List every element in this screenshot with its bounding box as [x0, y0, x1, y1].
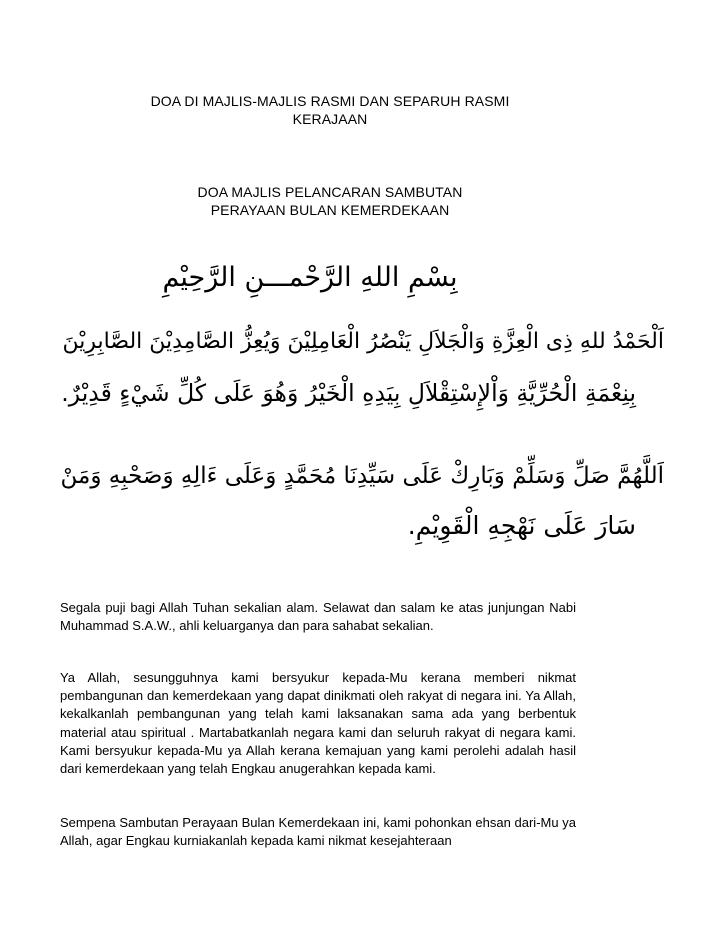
document-subtitle-line-2: PERAYAAN BULAN KEMERDEKAAN	[210, 202, 450, 218]
arabic-prayer-line-1: اَلْحَمْدُ للهِ ذِى الْعِزَّةِ وَالْجَلاَلِ يَنْصُرُ الْعَامِلِيْنَ وَيُعِزُّ الصَّامِدِيْنَ الصَّابِرِيْنَ	[62, 329, 664, 354]
basmalah-text: بِسْمِ اللهِ الرَّحْمـــنِ الرَّحِيْمِ	[162, 262, 458, 293]
document-title-line-1: DOA DI MAJLIS-MAJLIS RASMI DAN SEPARUH RASMI	[150, 93, 510, 109]
paragraph-supplication: Sempena Sambutan Perayaan Bulan Kemerdekaan ini, kami pohonkan ehsan dari-Mu ya Allah, agar Engkau kurniakanlah kepada kami nikmat kesejahteraan	[60, 815, 576, 849]
document-title	[60, 92, 600, 128]
document-subtitle-line-1: DOA MAJLIS PELANCARAN SAMBUTAN	[197, 184, 463, 200]
paragraph-praise: Segala puji bagi Allah Tuhan sekalian alam. Selawat dan salam ke atas junjungan Nabi Muhammad S.A.W., ahli keluarganya dan para sahabat sekalian.	[60, 600, 576, 634]
paragraph-gratitude: Ya Allah, sesungguhnya kami bersyukur kepada-Mu kerana memberi nikmat pembangunan dan kemerdekaan yang dapat dinikmati oleh rakyat di negara ini. Ya Allah, kekalkanlah pembangunan yang telah kami laksanakan sama ada yang berbentuk material atau spiritual . Martabatkanlah negara kami dan seluruh rakyat di negara kami. Kami bersyukur kepada-Mu ya Allah kerana kemajuan yang kami perolehi adalah hasil dari kemerdekaan yang telah Engkau anugerahkan kepada kami.	[60, 670, 576, 777]
arabic-prayer-line-4: سَارَ عَلَى نَهْجِهِ الْقَوِيْمِ.	[407, 511, 636, 540]
document-title-line-2: KERAJAAN	[292, 111, 368, 127]
arabic-prayer-line-2: بِنِعْمَةِ الْحُرِّيَّةِ وَاْلإِسْتِقْلاَلِ بِيَدِهِ الْخَيْرُ وَهُوَ عَلَى كُلِّ شَيْءٍ قَدِيْرٌ.	[61, 379, 636, 407]
document-subtitle	[120, 183, 540, 219]
arabic-prayer-line-3: اَللَّهُمَّ صَلِّ وَسَلِّمْ وَبَارِكْ عَلَى سَيِّدِنَا مُحَمَّدٍ وَعَلَى ءَالِهِ وَصَحْبِهِ وَمَنْ	[60, 463, 664, 489]
